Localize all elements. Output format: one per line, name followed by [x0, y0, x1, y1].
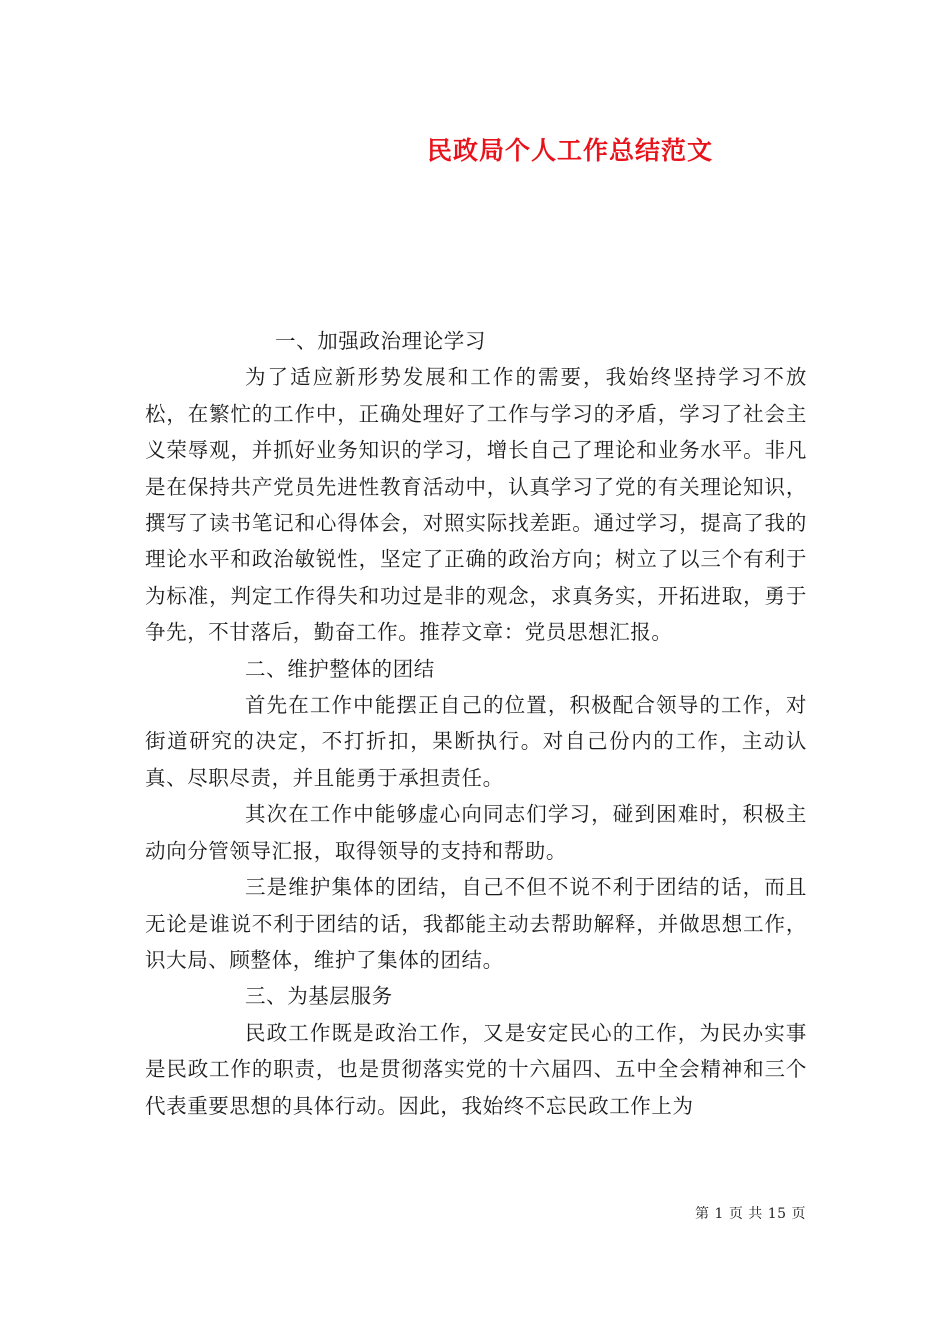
paragraph: 三是维护集体的团结，自己不但不说不利于团结的话，而且无论是谁说不利于团结的话，我都能主动去帮助解释，并做思想工作，识大局、顾整体，维护了集体的团结。: [145, 875, 807, 972]
page-number-label: 第 1 页 共 15 页: [695, 1206, 806, 1222]
paragraph: 首先在工作中能摆正自己的位置，积极配合领导的工作，对街道研究的决定，不打折扣，果断执行。对自己份内的工作，主动认真、尽职尽责，并且能勇于承担责任。: [145, 693, 807, 790]
section-heading-1: 一、加强政治理论学习: [275, 329, 486, 353]
page-footer: [0, 1203, 806, 1223]
paragraph: 为了适应新形势发展和工作的需要，我始终坚持学习不放松，在繁忙的工作中，正确处理好了工作与学习的矛盾，学习了社会主义荣辱观，并抓好业务知识的学习，增长自己了理论和业务水平。非凡是在保持共产党员先进性教育活动中，认真学习了党的有关理论知识，撰写了读书笔记和心得体会，对照实际找差距。通过学习，提高了我的理论水平和政治敏锐性，坚定了正确的政治方向；树立了以三个有利于为标准，判定工作得失和功过是非的观念，求真务实，开拓进取，勇于争先，不甘落后，勤奋工作。推荐文章：党员思想汇报。: [145, 365, 807, 645]
document-title: 民政局个人工作总结范文: [426, 136, 713, 165]
section-heading-2: 二、维护整体的团结: [245, 656, 435, 681]
paragraph: 民政工作既是政治工作，又是安定民心的工作，为民办实事是民政工作的职责，也是贯彻落实党的十六届四、五中全会精神和三个代表重要思想的具体行动。因此，我始终不忘民政工作上为: [145, 1020, 807, 1118]
section-heading-3: 三、为基层服务: [245, 984, 393, 1009]
paragraph: 其次在工作中能够虚心向同志们学习，碰到困难时，积极主动向分管领导汇报，取得领导的支持和帮助。: [145, 802, 807, 863]
document-body: [145, 323, 807, 1124]
